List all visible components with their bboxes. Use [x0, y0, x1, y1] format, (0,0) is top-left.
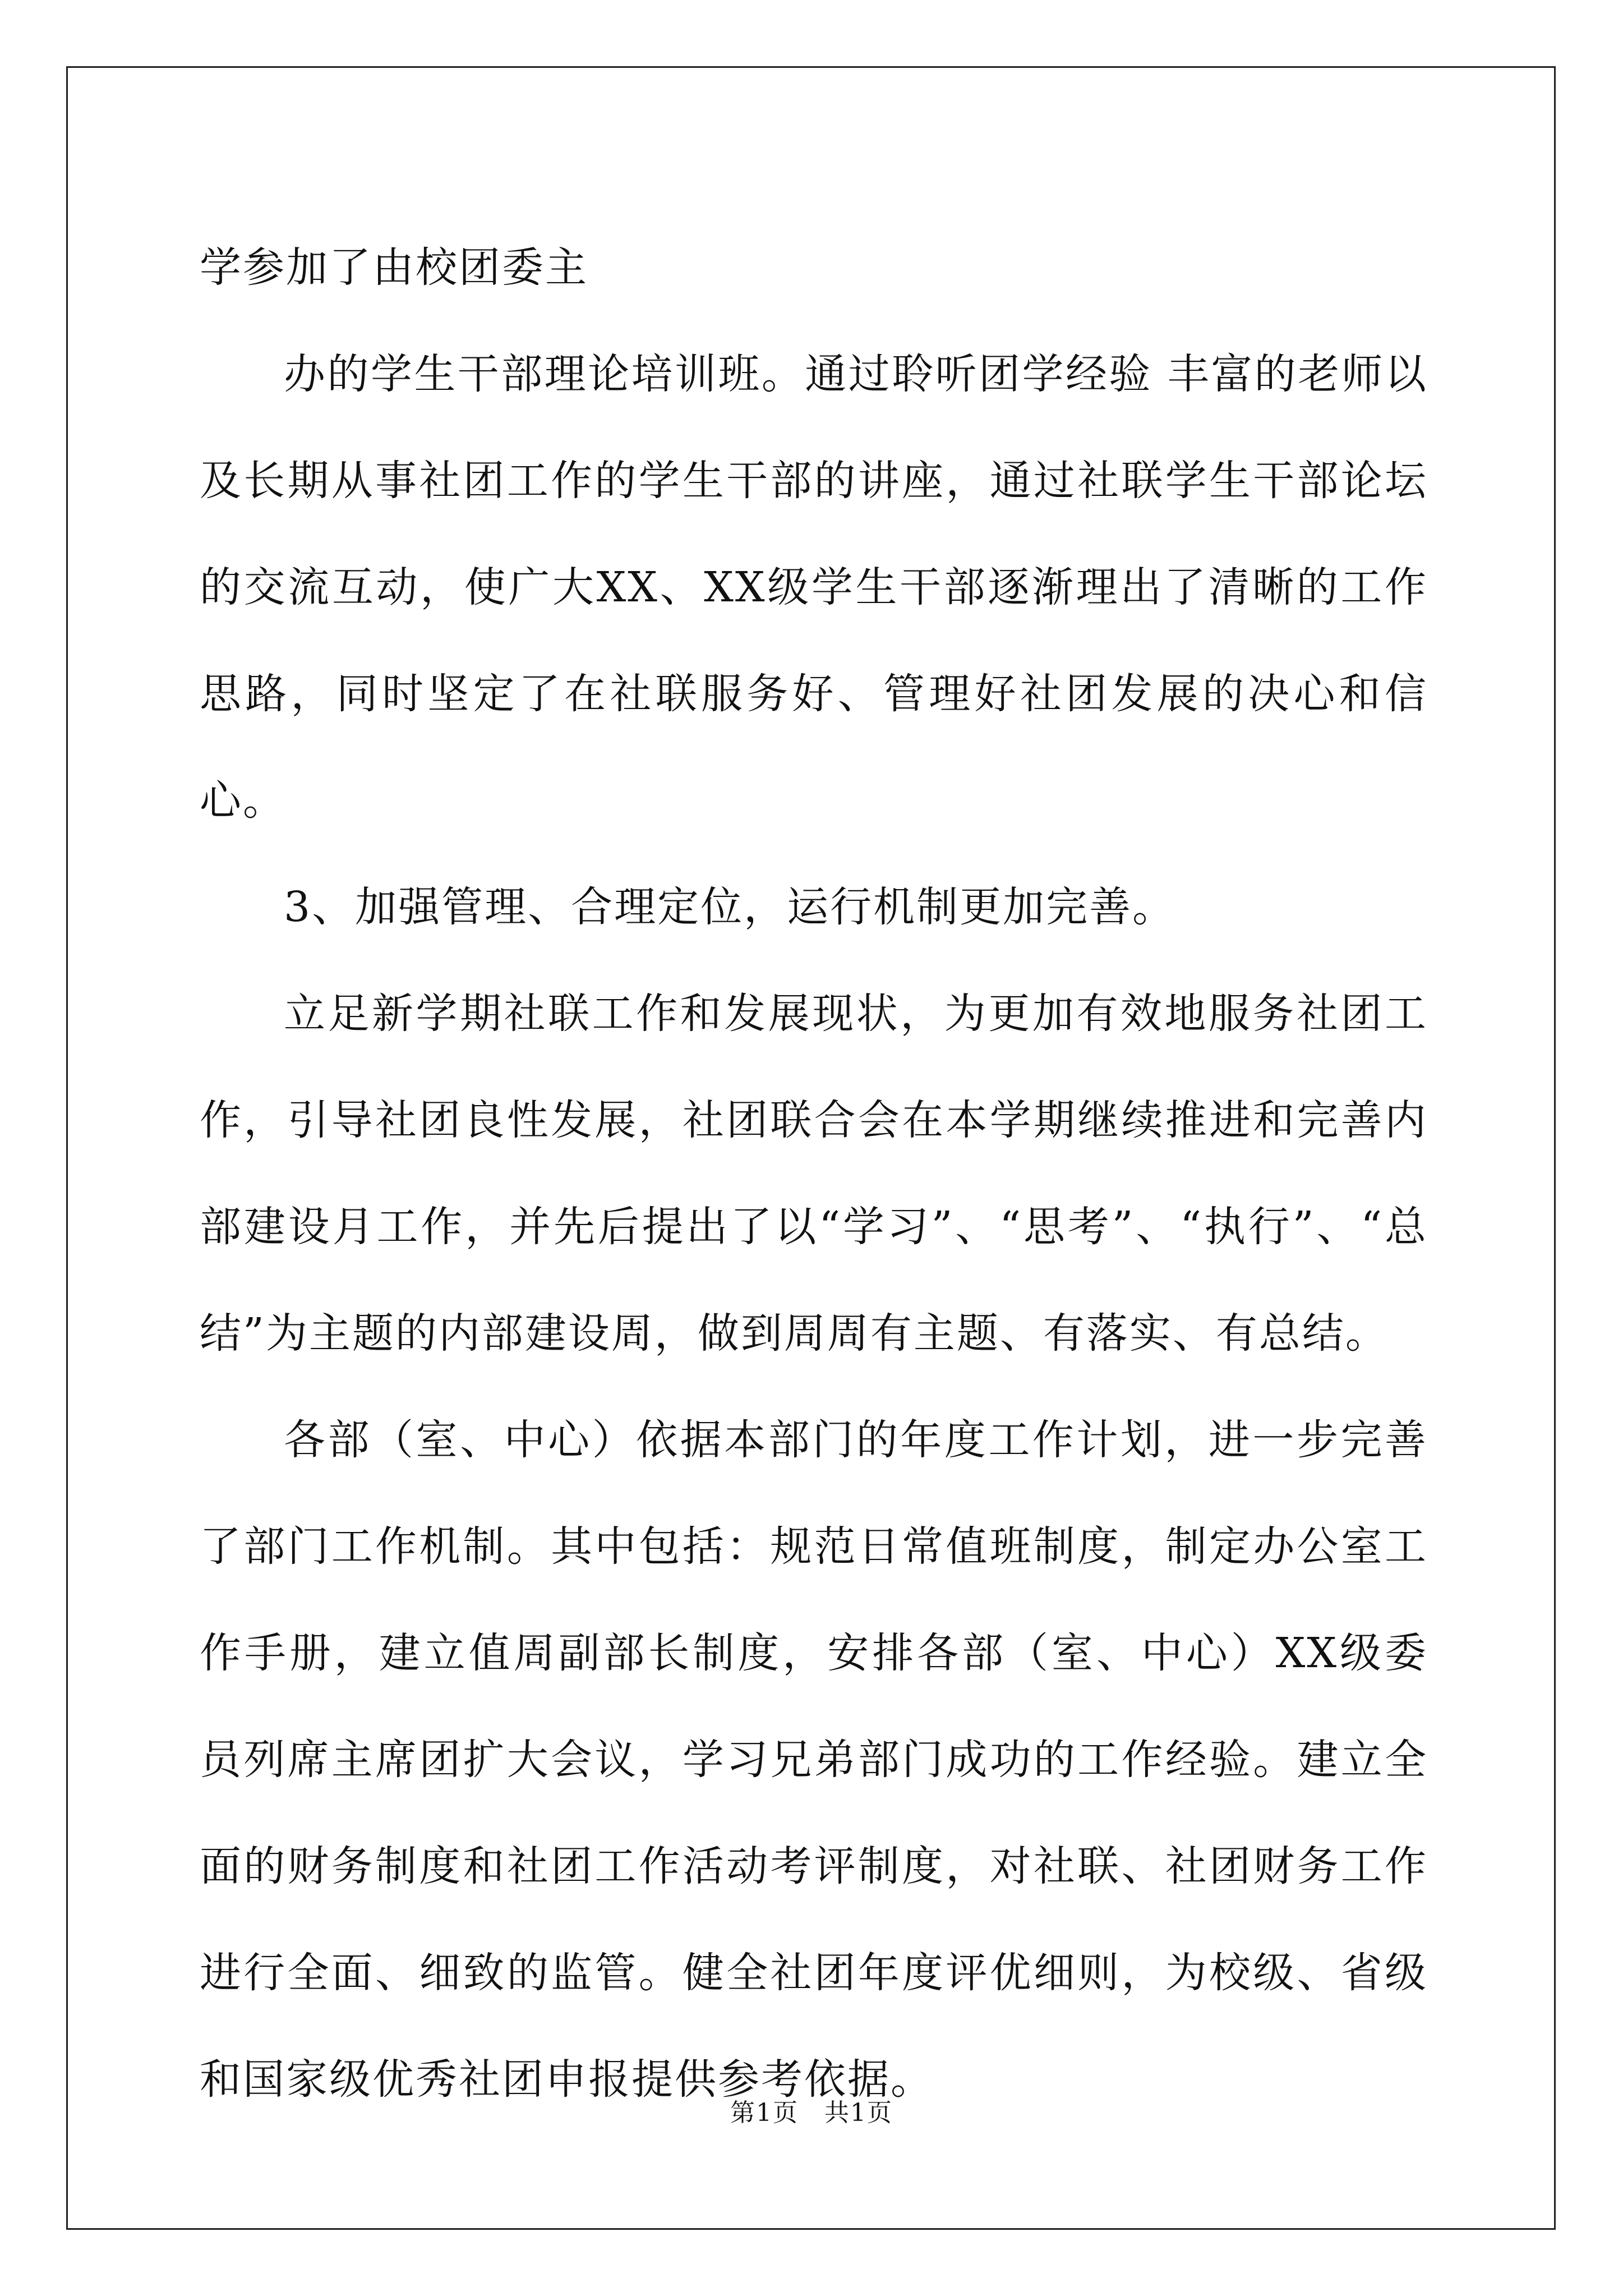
- document-body: [200, 214, 1428, 2133]
- paragraph: 办的学生干部理论培训班。通过聆听团学经验 丰富的老师以及长期从事社团工作的学生干部的讲座，通过社联学生干部论坛的交流互动，使广大XX、XX级学生干部逐渐理出了清晰的工作思路，同时坚定了在社联服务好、管理好社团发展的决心和信心。: [200, 350, 1428, 825]
- paragraph: 立足新学期社联工作和发展现状，为更加有效地服务社团工作，引导社团良性发展，社团联合会在本学期继续推进和完善内部建设月工作，并先后提出了以“学习”、“思考”、“执行”、“总结”为主题的内部建设周，做到周周有主题、有落实、有总结。: [200, 990, 1428, 1358]
- paragraph: 3、加强管理、合理定位，运行机制更加完善。: [284, 883, 1176, 931]
- page-footer: 第1页 共1页: [730, 2099, 893, 2127]
- paragraph: 各部（室、中心）依据本部门的年度工作计划，进一步完善了部门工作机制。其中包括：规范日常值班制度，制定办公室工作手册，建立值周副部长制度，安排各部（室、中心）XX级委员列席主席团扩大会议，学习兄弟部门成功的工作经验。建立全面的财务制度和社团工作活动考评制度，对社联、社团财务工作进行全面、细致的监管。健全社团年度评优细则，为校级、省级和国家级优秀社团申报提供参考依据。: [200, 1416, 1428, 2104]
- paragraph: 学参加了由校团委主: [200, 243, 588, 292]
